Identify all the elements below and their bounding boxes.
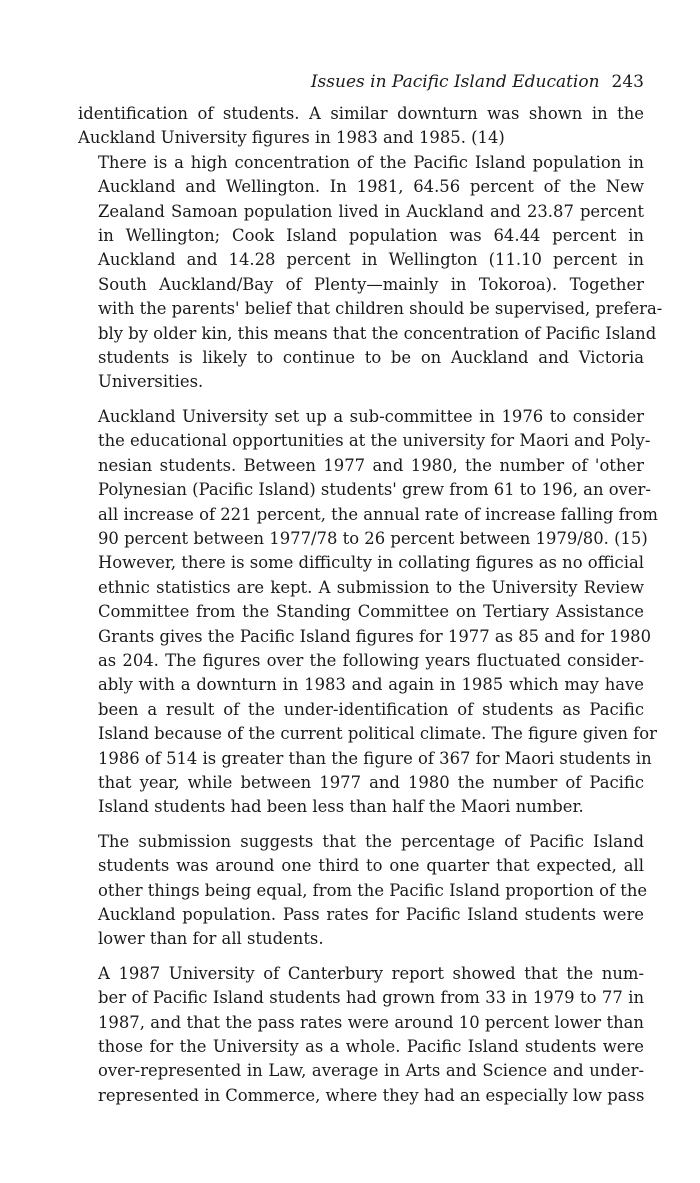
paragraph-submission — [78, 830, 648, 952]
text-line: other things being equal, from the Pacific Island proportion of the — [98, 880, 648, 900]
text-line: Auckland population. Pass rates for Pacific Island students were — [98, 905, 644, 924]
paragraph-continued — [78, 102, 644, 151]
text-line: ably with a downturn in 1983 and again in 1985 which may have — [98, 675, 644, 695]
text-line: all increase of 221 percent, the annual rate of increase falling from — [98, 504, 658, 524]
text-line: There is a high concentration of the Pacific Island population in — [98, 152, 644, 172]
text-line: Committee from the Standing Committee on Tertiary Assistance — [98, 602, 644, 622]
text-line: with the parents' belief that children should be supervised, prefera- — [98, 299, 663, 319]
text-line: that year, while between 1977 and 1980 the number of Pacific — [98, 772, 644, 792]
running-header — [78, 68, 644, 96]
text-line: 1986 of 514 is greater than the figure of 367 for Maori students in — [98, 748, 652, 768]
text-line: Auckland University set up a sub-committee in 1976 to consider — [98, 406, 644, 426]
text-line: Auckland and Wellington. In 1981, 64.56 percent of the New — [98, 177, 644, 197]
body-text — [78, 102, 663, 1108]
text-line: as 204. The figures over the following years fluctuated consider- — [98, 650, 644, 670]
paragraph-auckland-university — [78, 405, 658, 820]
text-line: Auckland and 14.28 percent in Wellington (11.10 percent in — [98, 250, 644, 270]
text-line: A 1987 University of Canterbury report showed that the num- — [98, 963, 644, 983]
text-line: Island students had been less than half the Maori number. — [98, 797, 584, 817]
text-line: Auckland University figures in 1983 and 1985. (14) — [78, 128, 505, 148]
text-line: Island because of the current political climate. The figure given for — [98, 724, 657, 744]
text-line: Polynesian (Pacific Island) students' grew from 61 to 196, an over- — [98, 480, 651, 500]
text-line: nesian students. Between 1977 and 1980, the number of 'other — [98, 455, 644, 475]
text-line: represented in Commerce, where they had an especially low pass — [98, 1085, 645, 1105]
text-line: identification of students. A similar downturn was shown in the — [78, 104, 644, 123]
paragraph-canterbury-report — [78, 962, 644, 1108]
text-line: over-represented in Law, average in Arts and Science and under- — [98, 1061, 644, 1081]
text-line: students is likely to continue to be on Auckland and Victoria — [98, 348, 644, 368]
text-line: Universities. — [98, 372, 204, 392]
text-line: Zealand Samoan population lived in Auckland and 23.87 percent — [98, 201, 644, 221]
text-line: 1987, and that the pass rates were around 10 percent lower than — [98, 1012, 644, 1032]
text-line: been a result of the under-identification of students as Pacific — [98, 699, 644, 719]
text-line: Grants gives the Pacific Island figures for 1977 as 85 and for 1980 — [98, 626, 652, 646]
running-header-title: Issues in Pacific Island Education — [310, 72, 600, 92]
text-line: lower than for all students. — [98, 929, 324, 949]
text-line: students was around one third to one quarter that expected, all — [98, 856, 644, 876]
text-line: those for the University as a whole. Pacific Island students were — [98, 1037, 644, 1057]
text-line: ethnic statistics are kept. A submission to the University Review — [98, 577, 644, 597]
book-page — [78, 68, 663, 1108]
page-number: 243 — [611, 72, 644, 92]
text-line: ber of Pacific Island students had grown from 33 in 1979 to 77 in — [98, 988, 644, 1008]
text-line: The submission suggests that the percentage of Pacific Island — [98, 831, 644, 851]
text-line: South Auckland/Bay of Plenty—mainly in Tokoroa). Together — [98, 274, 644, 294]
text-line: 90 percent between 1977/78 to 26 percent between 1979/80. (15) — [98, 528, 648, 548]
text-line: bly by older kin, this means that the concentration of Pacific Island — [98, 323, 657, 343]
text-line: However, there is some difficulty in collating figures as no official — [98, 553, 644, 573]
text-line: in Wellington; Cook Island population was 64.44 percent in — [98, 226, 644, 246]
text-line: the educational opportunities at the university for Maori and Poly- — [98, 431, 651, 451]
paragraph-population-concentration — [78, 151, 663, 395]
